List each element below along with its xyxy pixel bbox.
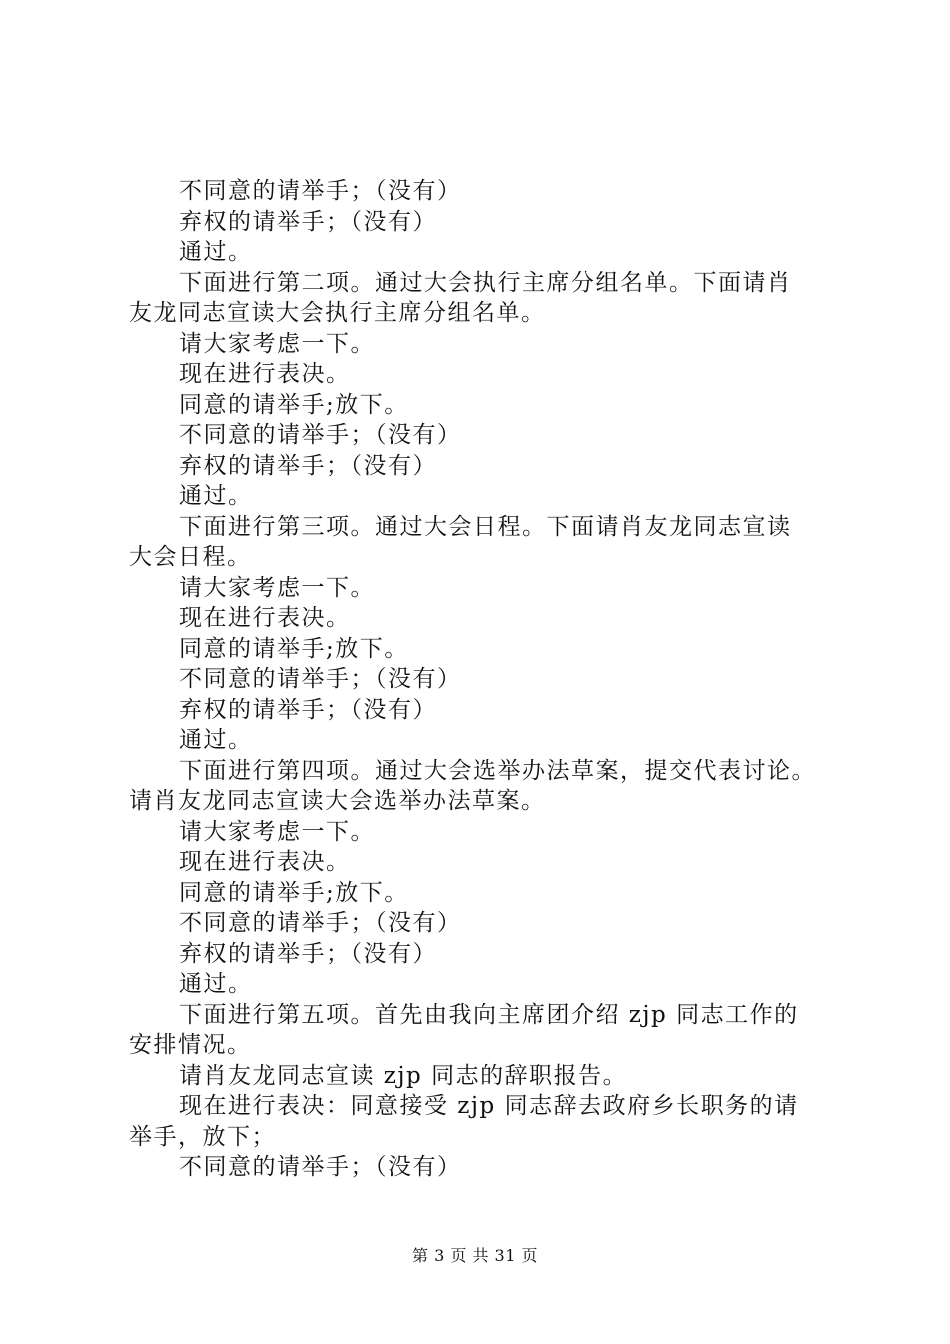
text-line: 不同意的请举手；（没有）	[179, 422, 462, 448]
text-line: 请大家考虑一下。	[179, 818, 375, 845]
text-line: 通过。	[179, 727, 253, 753]
text-line: 同意的请举手;放下。	[179, 635, 409, 662]
text-line: 下面进行第二项。通过大会执行主席分组名单。下面请肖	[179, 269, 792, 296]
text-line: 弃权的请举手；（没有）	[179, 208, 437, 235]
text-line: 现在进行表决。	[179, 849, 351, 875]
text-line: 请大家考虑一下。	[179, 574, 375, 601]
text-line: 请大家考虑一下。	[179, 330, 375, 357]
text-line: 下面进行第四项。通过大会选举办法草案，提交代表讨论。	[179, 757, 816, 784]
text-line: 请肖友龙同志宣读 zjp 同志的辞职报告。	[179, 1062, 628, 1089]
text-line: 不同意的请举手；（没有）	[179, 1154, 462, 1180]
text-line: 下面进行第五项。首先由我向主席团介绍 zjp 同志工作的	[179, 1001, 799, 1028]
text-line: 通过。	[179, 239, 253, 265]
text-line: 举手，放下；	[129, 1123, 276, 1150]
text-line: 不同意的请举手；（没有）	[179, 666, 462, 692]
text-line: 不同意的请举手；（没有）	[179, 178, 462, 204]
text-line: 弃权的请举手；（没有）	[179, 452, 437, 479]
text-line: 通过。	[179, 483, 253, 509]
text-line: 现在进行表决：同意接受 zjp 同志辞去政府乡长职务的请	[179, 1093, 799, 1119]
text-line: 大会日程。	[129, 544, 252, 570]
text-line: 弃权的请举手；（没有）	[179, 696, 437, 723]
page-footer: 第 3 页 共 31 页	[412, 1246, 538, 1265]
text-line: 弃权的请举手；（没有）	[179, 940, 437, 967]
text-line: 下面进行第三项。通过大会日程。下面请肖友龙同志宣读	[179, 513, 792, 540]
text-line: 安排情况。	[129, 1032, 252, 1058]
text-line: 同意的请举手;放下。	[179, 391, 409, 418]
text-line: 现在进行表决。	[179, 605, 351, 631]
text-line: 通过。	[179, 971, 253, 997]
text-line: 友龙同志宣读大会执行主席分组名单。	[129, 300, 546, 326]
text-line: 不同意的请举手；（没有）	[179, 910, 462, 936]
text-line: 同意的请举手;放下。	[179, 879, 409, 906]
text-line: 请肖友龙同志宣读大会选举办法草案。	[129, 788, 546, 814]
text-line: 现在进行表决。	[179, 361, 351, 387]
document-body	[129, 176, 841, 1183]
